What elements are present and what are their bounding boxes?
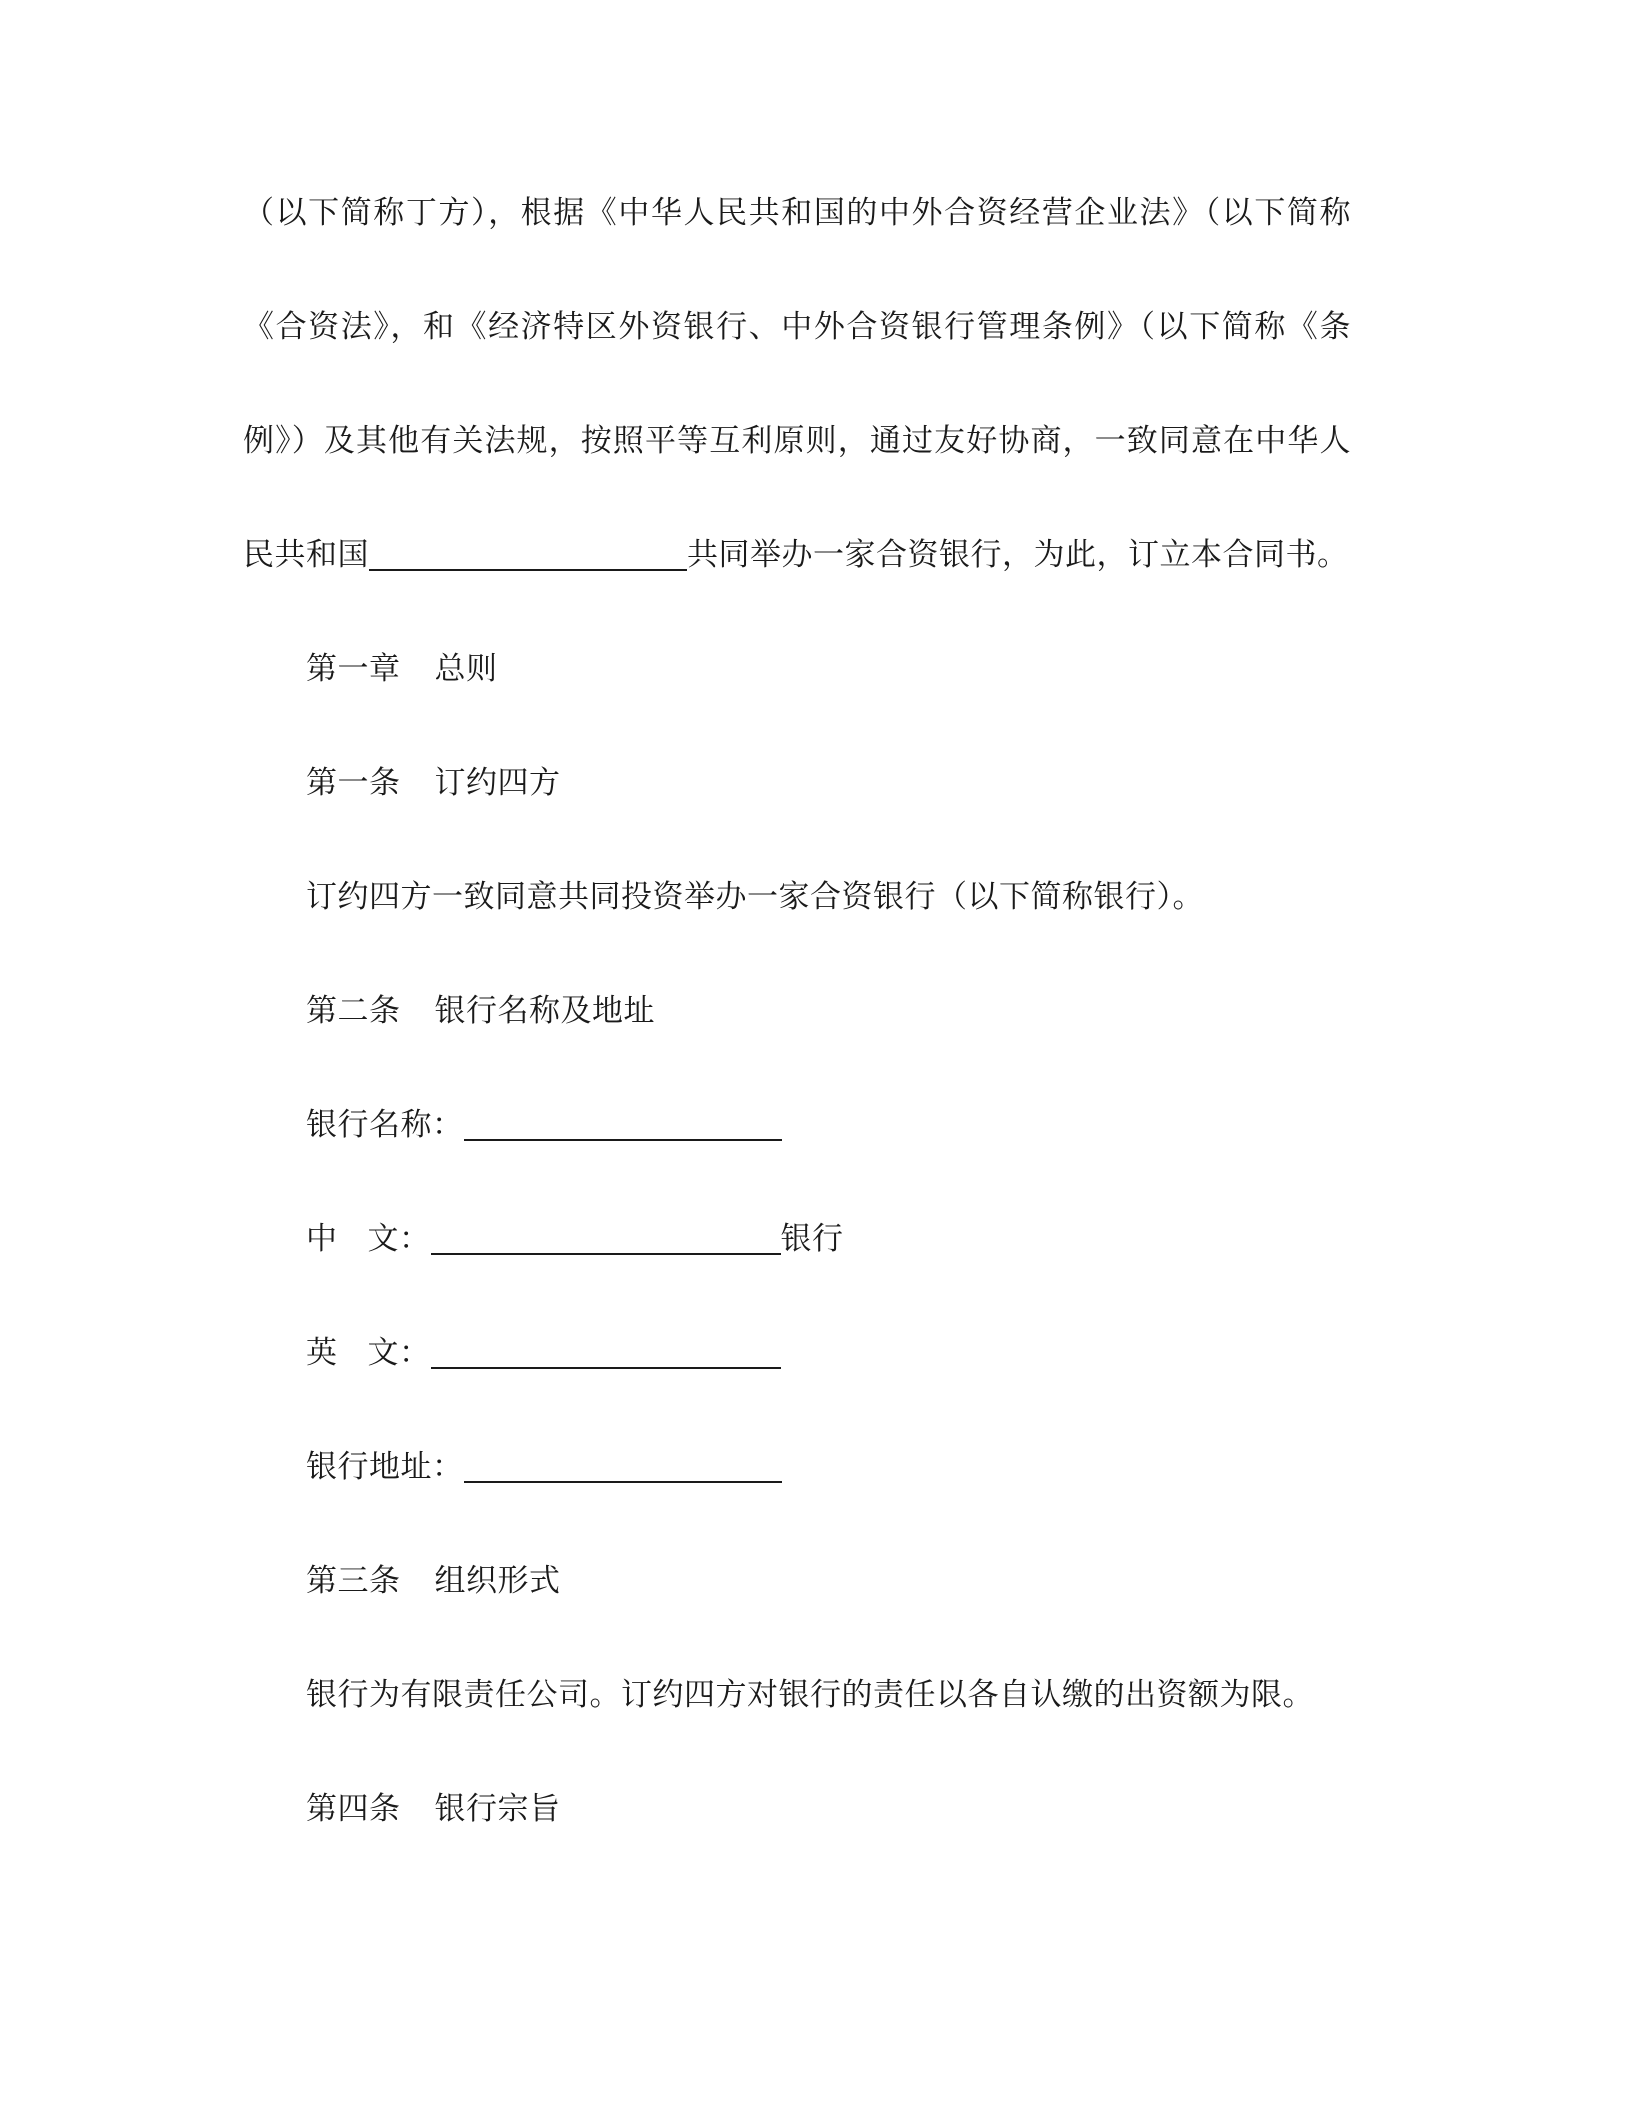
chapter-1-title: 总则 <box>434 651 498 687</box>
article-3-number: 第三条 <box>306 1563 401 1599</box>
bank-address-label: 银行地址： <box>306 1449 464 1485</box>
article-1-body: 订约四方一致同意共同投资举办一家合资银行（以下简称银行）。 <box>306 879 1204 915</box>
article-3-heading <box>306 1561 561 1601</box>
chinese-name-blank[interactable] <box>431 1221 781 1255</box>
article-4-heading <box>306 1789 561 1829</box>
article-2-title: 银行名称及地址 <box>434 993 655 1029</box>
article-3-title: 组织形式 <box>434 1563 561 1599</box>
article-2-number: 第二条 <box>306 993 401 1029</box>
chinese-name-suffix: 银行 <box>780 1221 844 1257</box>
bank-name-label: 银行名称： <box>306 1107 464 1143</box>
bank-address-blank[interactable] <box>464 1449 782 1483</box>
bank-address-row <box>306 1447 782 1487</box>
english-name-row <box>306 1333 781 1373</box>
bank-name-row <box>306 1105 782 1145</box>
article-2-heading <box>306 991 655 1031</box>
location-blank[interactable] <box>369 537 687 571</box>
bank-name-blank[interactable] <box>464 1107 782 1141</box>
english-label-char-2: 文： <box>367 1335 431 1371</box>
chinese-name-row <box>306 1219 844 1259</box>
preamble-line-3: 例》）及其他有关法规，按照平等互利原则，通过友好协商，一致同意在中华人 <box>243 423 1351 459</box>
article-4-title: 银行宗旨 <box>434 1791 561 1827</box>
english-name-blank[interactable] <box>431 1335 781 1369</box>
preamble-line-4-end: 共同举办一家合资银行，为此，订立本合同书。 <box>687 537 1349 573</box>
chapter-1-number: 第一章 <box>306 651 401 687</box>
preamble-line-4 <box>243 535 1349 575</box>
preamble-line-4-start: 民共和国 <box>243 537 369 573</box>
english-label-char-1: 英 <box>306 1335 338 1371</box>
article-4-number: 第四条 <box>306 1791 401 1827</box>
article-1-heading <box>306 763 561 803</box>
chinese-label-char-1: 中 <box>306 1221 338 1257</box>
article-1-number: 第一条 <box>306 765 401 801</box>
chinese-label-char-2: 文： <box>367 1221 431 1257</box>
article-3-body: 银行为有限责任公司。订约四方对银行的责任以各自认缴的出资额为限。 <box>306 1677 1314 1713</box>
preamble-line-2: 《合资法》，和《经济特区外资银行、中外合资银行管理条例》（以下简称《条 <box>243 309 1351 345</box>
article-1-title: 订约四方 <box>434 765 561 801</box>
preamble-line-1: （以下简称丁方），根据《中华人民共和国的中外合资经营企业法》（以下简称 <box>243 195 1351 231</box>
chapter-1-heading <box>306 649 498 689</box>
